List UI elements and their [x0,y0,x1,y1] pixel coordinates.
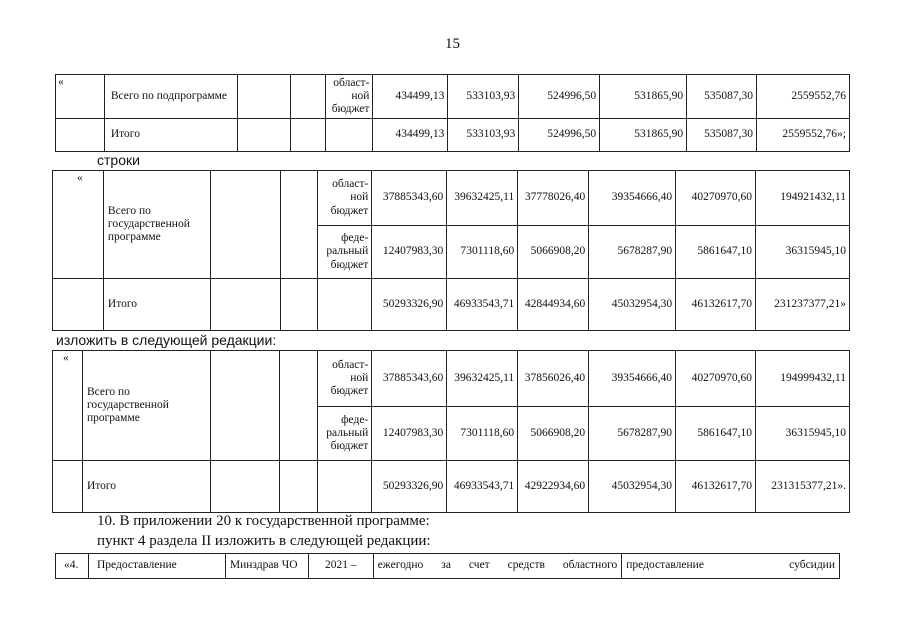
value-cell: 5066908,20 [518,407,589,461]
measure-result: предоставление субсидии [622,554,840,579]
value-cell: 524996,50 [519,119,600,152]
row-label: Всего по государственной программе [103,171,210,279]
value-cell: 45032954,30 [589,461,676,513]
value-cell: 5678287,90 [589,226,676,279]
value-cell: 36315945,10 [756,226,850,279]
value-cell: 37778026,40 [518,171,589,226]
quote-mark: « [56,75,105,119]
item-number: «4. [56,554,89,579]
value-cell: 5861647,10 [676,226,756,279]
value-cell: 39354666,40 [589,171,676,226]
table-row [53,171,850,226]
value-cell: 12407983,30 [372,407,447,461]
fund-source: феде-ральный бюджет [318,407,372,461]
value-cell: 46933543,71 [447,461,518,513]
value-cell: 46132617,70 [676,461,756,513]
value-cell: 42844934,60 [518,279,589,331]
value-cell: 5678287,90 [589,407,676,461]
table-row [56,554,840,579]
fund-source: област-ной бюджет [318,351,372,407]
quote-mark: « [53,351,83,461]
value-cell: 36315945,10 [755,407,849,461]
table-row [53,461,850,513]
value-cell: 231237377,21» [756,279,850,331]
value-cell: 533103,93 [448,75,519,119]
value-cell: 39354666,40 [589,351,676,407]
table-row [53,279,850,331]
row-label: Итого [82,461,210,513]
value-cell: 37856026,40 [518,351,589,407]
value-cell: 7301118,60 [447,407,518,461]
table-program-old [52,170,850,331]
value-cell: 46132617,70 [676,279,756,331]
text-izlozhit: изложить в следующей редакции: [56,332,277,348]
value-cell: 39632425,11 [447,351,518,407]
value-cell: 533103,93 [448,119,519,152]
table-subprogram-totals [55,74,850,152]
value-cell: 12407983,30 [372,226,447,279]
value-cell: 37885343,60 [372,171,447,226]
value-cell: 5066908,20 [518,226,589,279]
value-cell: 45032954,30 [589,279,676,331]
value-cell: 434499,13 [373,75,448,119]
value-cell: 37885343,60 [372,351,447,407]
value-cell: 5861647,10 [676,407,756,461]
table-row [53,351,850,407]
table-row [56,119,850,152]
value-cell: 194921432,11 [756,171,850,226]
value-cell: 194999432,11 [755,351,849,407]
fund-source: област-ной бюджет [318,171,372,226]
value-cell: 535087,30 [687,75,757,119]
row-label: Итого [104,119,237,152]
value-cell: 50293326,90 [372,461,447,513]
table-program-new [52,350,850,513]
row-label: Всего по подпрограмме [104,75,237,119]
value-cell: 524996,50 [519,75,600,119]
value-cell: 434499,13 [373,119,448,152]
value-cell: 231315377,21». [755,461,849,513]
value-cell: 535087,30 [687,119,757,152]
value-cell: 40270970,60 [676,351,756,407]
paragraph-punkt: пункт 4 раздела II изложить в следующей редакции: [97,533,431,549]
measure-name: Предоставление [88,554,225,579]
page-number: 15 [445,36,460,52]
row-label: Всего по государственной программе [82,351,210,461]
value-cell: 39632425,11 [447,171,518,226]
value-cell: 531865,90 [600,75,687,119]
value-cell: 40270970,60 [676,171,756,226]
value-cell: 531865,90 [600,119,687,152]
value-cell: 2559552,76»; [757,119,850,152]
table-row [56,75,850,119]
quote-mark: « [53,171,104,279]
table-appendix-20 [55,553,840,579]
funding-description: ежегодно за счет средств областного [373,554,622,579]
value-cell: 42922934,60 [518,461,589,513]
period: 2021 – [308,554,373,579]
value-cell: 2559552,76 [757,75,850,119]
text-stroki: строки [97,152,140,168]
paragraph-10: 10. В приложении 20 к государственной программе: [97,513,430,529]
value-cell: 7301118,60 [447,226,518,279]
value-cell: 50293326,90 [372,279,447,331]
executor: Минздрав ЧО [225,554,308,579]
value-cell: 46933543,71 [447,279,518,331]
row-label: Итого [103,279,210,331]
fund-source: феде-ральный бюджет [318,226,372,279]
fund-source: област-ной бюджет [326,75,373,119]
